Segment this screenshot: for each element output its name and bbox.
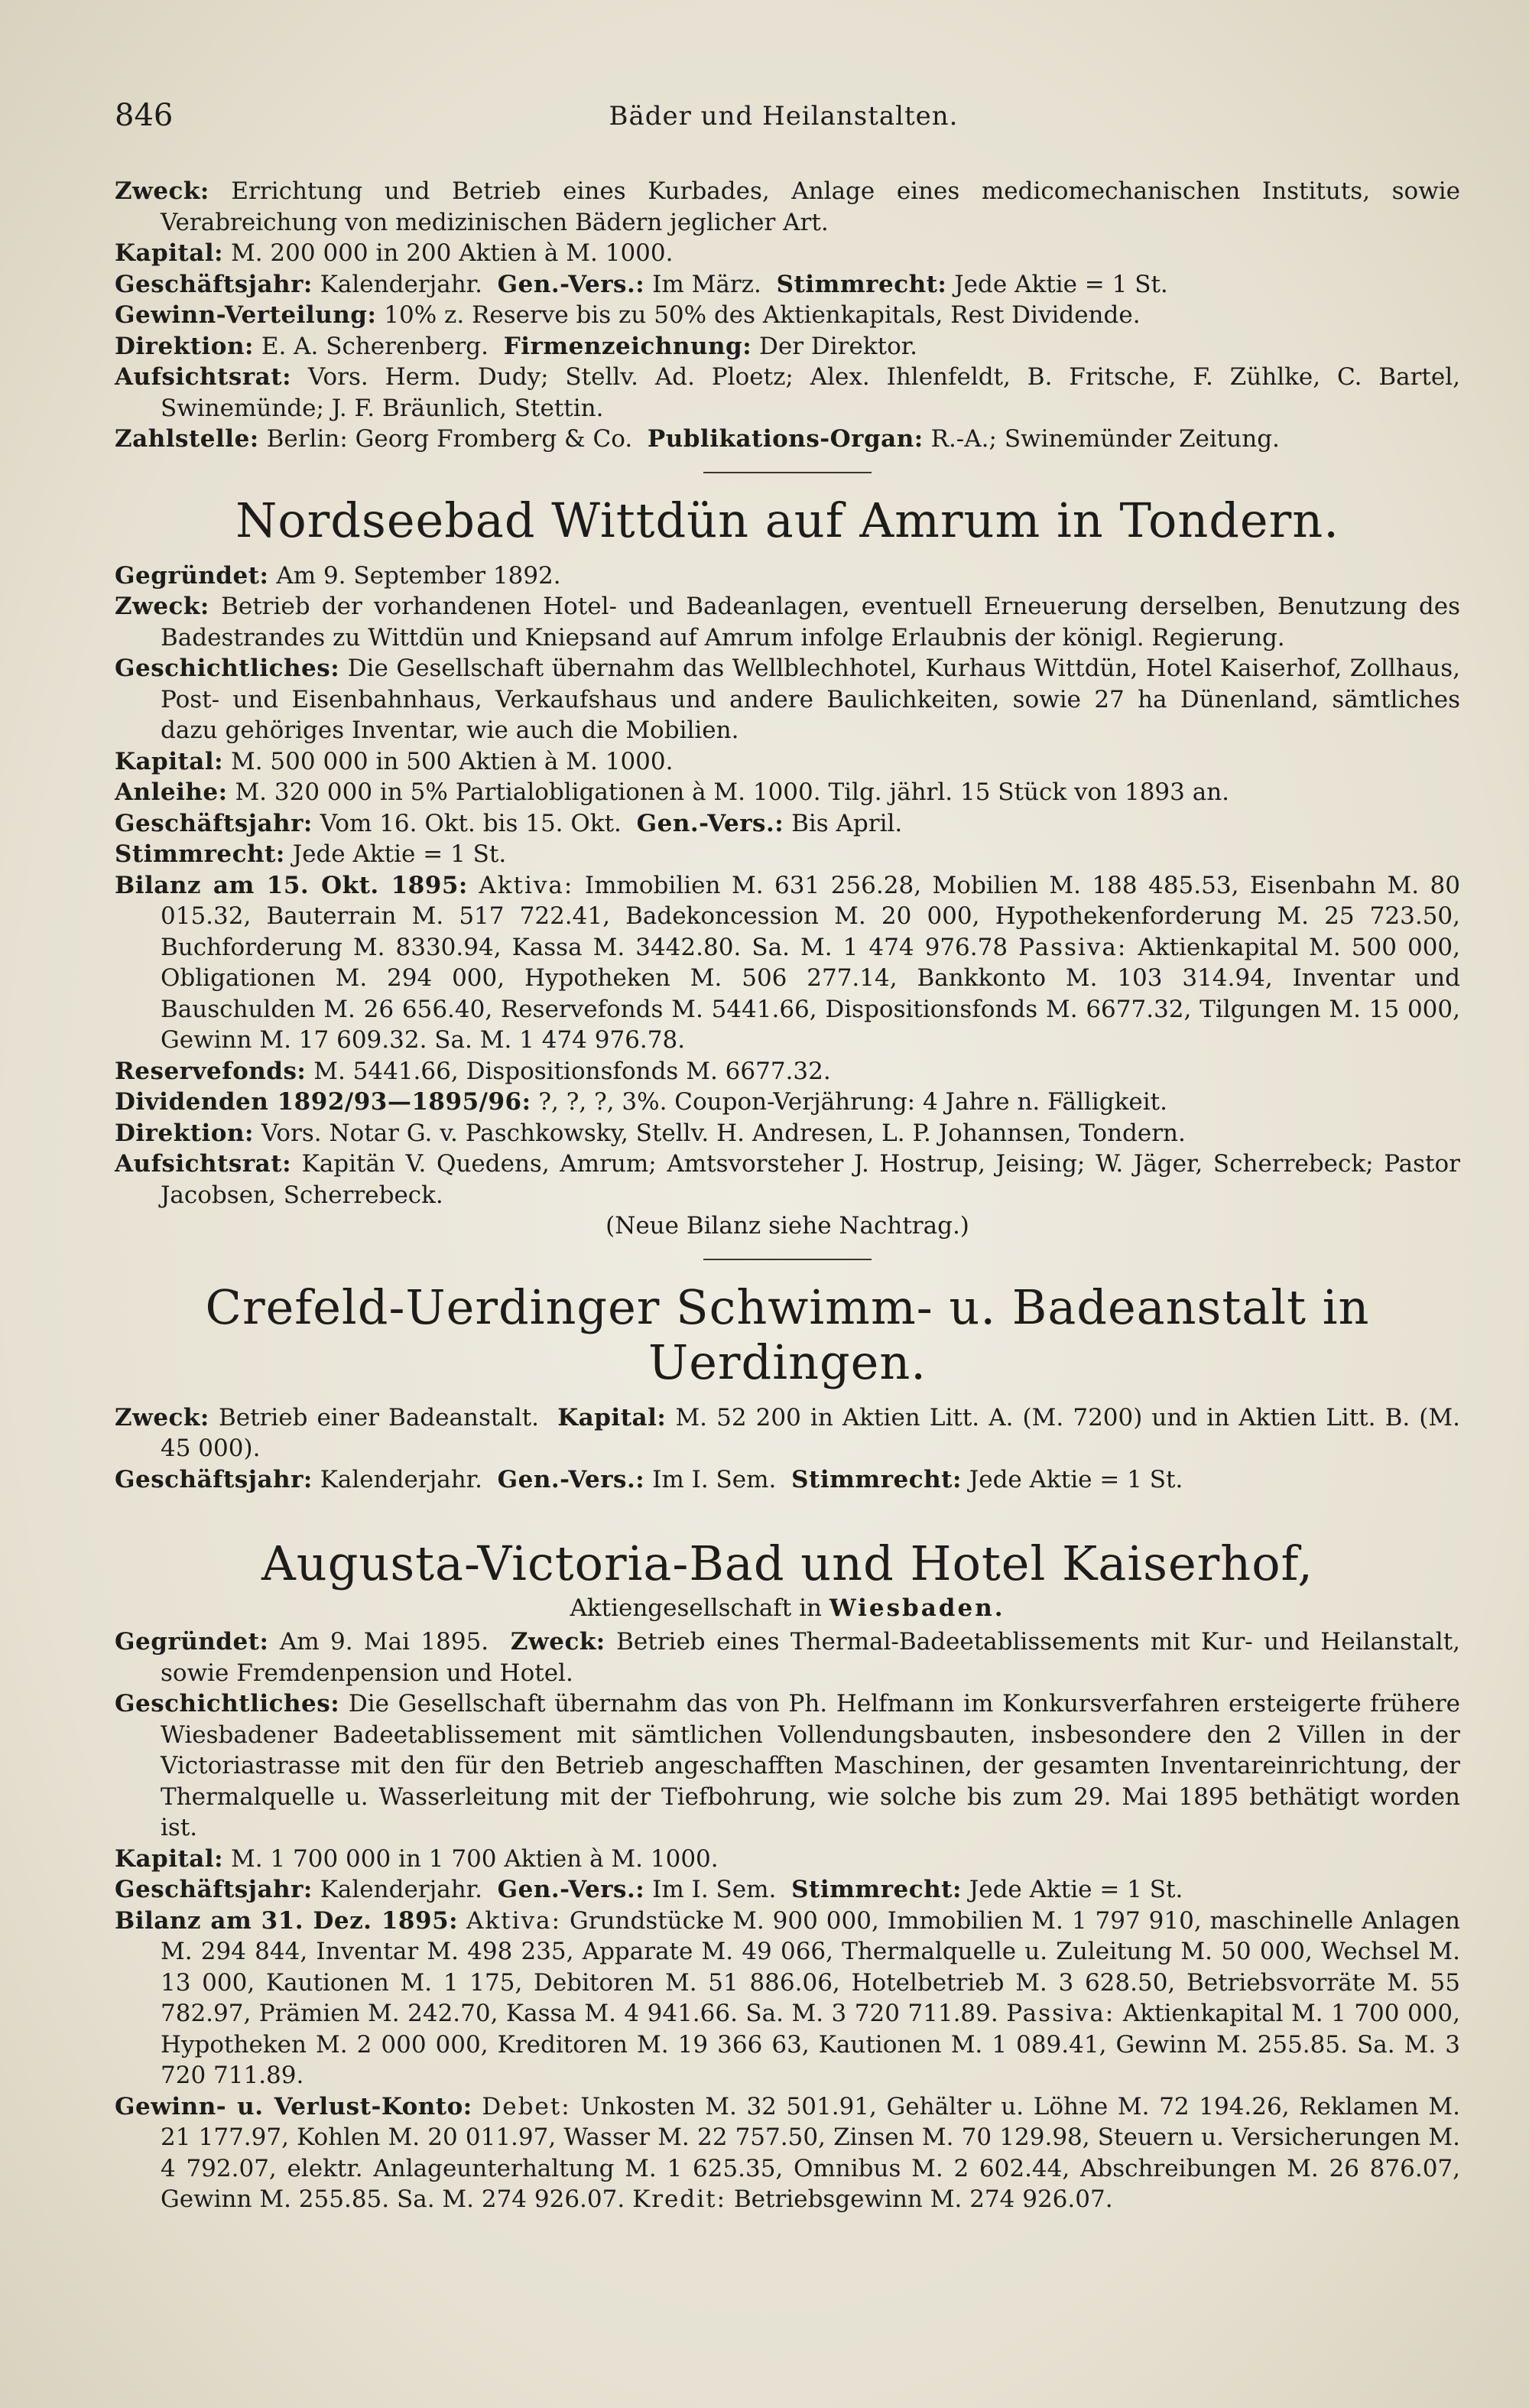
value: R.-A.; Swinemünder Zeitung. [930, 425, 1280, 453]
field-stimmrecht [115, 839, 1460, 870]
label: Zweck: [510, 1628, 605, 1656]
value: M. 5441.66, Dispositionsfonds M. 6677.32. [313, 1057, 831, 1085]
label: Kapital: [115, 747, 224, 775]
field-geschichtliches [115, 653, 1460, 746]
label: Publikations-Organ: [647, 425, 924, 453]
value: Berlin: Georg Fromberg & Co. [266, 425, 633, 453]
entry-kurbad-continuation [115, 176, 1460, 455]
label: Direktion: [115, 332, 254, 360]
label: Geschichtliches: [115, 655, 340, 682]
value: Jede Aktie = 1 St. [954, 270, 1168, 298]
value: M. 52 200 in Aktien Litt. A. (M. 7200) und in Aktien Litt. B. (M. 45 000). [161, 1403, 1461, 1462]
value: Kalenderjahr. [320, 270, 482, 298]
field-dividenden [115, 1087, 1460, 1118]
label: Geschäftsjahr: [115, 1465, 313, 1493]
label: Geschäftsjahr: [115, 809, 313, 837]
field-zahlstelle [115, 424, 1460, 455]
sublabel: Passiva: [1006, 2000, 1115, 2027]
label: Bilanz am 15. Okt. 1895: [115, 871, 468, 899]
sublabel: Aktiva: [466, 1906, 562, 1935]
value: Am 9. September 1892. [276, 561, 561, 590]
label: Gen.-Vers.: [497, 270, 645, 298]
value: Unkosten M. 32 501.91, Gehälter u. Löhne M. 72 194.26, Reklamen M. 21 177.97, Kohlen M. 20 011.97, Wasser M. 22 757.50, Zinsen M. 70 129.98, Steuern u. Versicherungen M. 4 792.07, elektr. Anlageunterhaltung M. 1 625.35, Omnibus M. 2 602.44, Abschreibungen M. 26 876.07, Gewinn M. 255.85. Sa. M. 274 926.07. [161, 2092, 1461, 2213]
value: Jede Aktie = 1 St. [969, 1465, 1183, 1493]
value: E. A. Scherenberg. [261, 332, 489, 360]
section-divider [703, 472, 872, 473]
field-geschichtliches [115, 1688, 1460, 1844]
field-direktion [115, 331, 1460, 362]
value: ?, ?, ?, 3%. Coupon-Verjährung: 4 Jahre n. Fälligkeit. [538, 1088, 1167, 1116]
label: Gewinn-Verteilung: [115, 301, 377, 329]
label: Zweck: [115, 177, 209, 205]
field-bilanz [115, 870, 1460, 1056]
value: Vors. Herm. Dudy; Stellv. Ad. Ploetz; Alex. Ihlenfeldt, B. Fritsche, F. Zühlke, C. Bartel, Swinemünde; J. F. Bräunlich, Stettin. [161, 363, 1460, 422]
value: Bis April. [791, 809, 903, 837]
value: Die Gesellschaft übernahm das Wellblechhotel, Kurhaus Wittdün, Hotel Kaiserhof, Zollhaus, Post- und Eisenbahnhaus, Verkaufshaus und andere Baulichkeiten, sowie 27 ha Dünenland, sämtliches dazu gehöriges Inventar, wie auch die Mobilien. [161, 655, 1461, 744]
value: Kapitän V. Quedens, Amrum; Amtsvorsteher J. Hostrup, Jeising; W. Jäger, Scherrebeck; Pastor Jacobsen, Scherrebeck. [161, 1150, 1460, 1209]
label: Gegründet: [115, 1628, 269, 1656]
label: Aufsichtsrat: [115, 1150, 292, 1178]
entry-subtitle [115, 1593, 1460, 1623]
sublabel: Passiva: [1018, 933, 1128, 961]
value: Am 9. Mai 1895. [279, 1628, 489, 1656]
value: M. 500 000 in 500 Aktien à M. 1000. [230, 747, 674, 775]
field-reservefonds [115, 1056, 1460, 1087]
field-geschaeftsjahr [115, 1464, 1460, 1496]
field-gegruendet-zweck [115, 1626, 1460, 1688]
value: Aktienkapital M. 500 000, Obligationen M. 294 000, Hypotheken M. 506 277.14, Bankkonto M. 103 314.94, Inventar und Bauschulden M. 26 656.40, Reservefonds M. 5441.66, Dispositionsfonds M. 6677.32, Tilgungen M. 15 000, Gewinn M. 17 609.32. Sa. M. 1 474 976.78. [161, 933, 1461, 1054]
value: M. 1 700 000 in 1 700 Aktien à M. 1000. [230, 1844, 719, 1873]
value: Jede Aktie = 1 St. [292, 840, 507, 868]
label: Kapital: [557, 1403, 667, 1431]
field-bilanz [115, 1906, 1460, 2091]
field-gegruendet [115, 561, 1460, 592]
value: Aktienkapital M. 1 700 000, Hypotheken M. 2 000 000, Kreditoren M. 19 366 63, Kautionen M. 1 089.41, Gewinn M. 255.85. Sa. M. 3 720 711.89. [161, 2000, 1460, 2089]
spacer [115, 1495, 1460, 1518]
sublabel: Debet: [482, 2092, 571, 2120]
field-geschaeftsjahr [115, 269, 1460, 301]
note-nachtrag: (Neue Bilanz siehe Nachtrag.) [605, 1212, 969, 1240]
value: 10% z. Reserve bis zu 50% des Aktienkapitals, Rest Dividende. [384, 301, 1141, 329]
field-anleihe [115, 777, 1460, 808]
field-aufsichtsrat [115, 1149, 1460, 1210]
label: Stimmrecht: [791, 1465, 962, 1493]
value: Grundstücke M. 900 000, Immobilien M. 1 797 910, maschinelle Anlagen M. 294 844, Inventar M. 498 235, Apparate M. 49 066, Thermalquelle u. Zuleitung M. 50 000, Wechsel M. 13 000, Kautionen M. 1 175, Debitoren M. 51 886.06, Hotelbetrieb M. 3 628.50, Betriebsvorräte M. 55 782.97, Prämien M. 242.70, Kassa M. 4 941.66. Sa. M. 3 720 711.89. [161, 1906, 1460, 2027]
value: Kalenderjahr. [320, 1876, 482, 1903]
label: Stimmrecht: [115, 840, 285, 868]
label: Kapital: [115, 239, 224, 267]
value: Betrieb der vorhandenen Hotel- und Badeanlagen, eventuell Erneuerung derselben, Benutzung des Badestrandes zu Wittdün und Kniepsand auf Amrum infolge Erlaubnis der königl. Regierung. [161, 593, 1460, 652]
label: Geschäftsjahr: [115, 270, 313, 298]
label: Gen.-Vers.: [497, 1465, 645, 1493]
label: Zweck: [115, 593, 209, 620]
value: M. 200 000 in 200 Aktien à M. 1000. [230, 239, 674, 267]
label: Zahlstelle: [115, 425, 259, 453]
field-geschaeftsjahr [115, 808, 1460, 840]
value: Im I. Sem. [652, 1876, 777, 1903]
entry-wittduen [115, 493, 1460, 1242]
label: Geschichtliches: [115, 1690, 340, 1717]
value: Jede Aktie = 1 St. [969, 1876, 1183, 1903]
page-header [115, 98, 1453, 144]
label: Reservefonds: [115, 1057, 307, 1085]
label: Firmenzeichnung: [503, 332, 752, 360]
label: Geschäftsjahr: [115, 1876, 313, 1903]
value: Kalenderjahr. [320, 1465, 482, 1493]
entry-uerdingen [115, 1280, 1460, 1496]
subtitle-text: Aktiengesellschaft in [570, 1594, 822, 1622]
field-kapital [115, 746, 1460, 778]
field-zweck [115, 176, 1460, 238]
field-aufsichtsrat [115, 362, 1460, 424]
value: M. 320 000 in 5% Partialobligationen à M. 1000. Tilg. jährl. 15 Stück von 1893 an. [235, 778, 1230, 806]
sublabel: Kredit: [632, 2185, 727, 2213]
subtitle-city: Wiesbaden. [829, 1594, 1005, 1622]
value: Immobilien M. 631 256.28, Mobilien M. 188 485.53, Eisenbahn M. 80 015.32, Bauterrain M. 517 722.41, Badekoncession M. 20 000, Hypothekenforderung M. 25 723.50, Buchforderung M. 8330.94, Kassa M. 3442.80. Sa. M. 1 474 976.78 [161, 871, 1460, 961]
field-direktion [115, 1118, 1460, 1149]
value: Errichtung und Betrieb eines Kurbades, Anlage eines medicomechanischen Instituts, sowie Verabreichung von medizinischen Bädern jeglicher Art. [161, 177, 1461, 236]
page-number: 846 [115, 98, 174, 133]
field-gewinn-verlust [115, 2091, 1460, 2215]
label: Stimmrecht: [776, 270, 947, 298]
value: Der Direktor. [759, 332, 917, 360]
field-zweck-kapital [115, 1402, 1460, 1464]
label: Direktion: [115, 1119, 254, 1147]
label: Zweck: [115, 1403, 209, 1431]
field-zweck [115, 591, 1460, 653]
label: Kapital: [115, 1844, 224, 1873]
label: Gegründet: [115, 561, 269, 590]
label: Anleihe: [115, 778, 228, 806]
running-title: Bäder und Heilanstalten. [609, 101, 959, 132]
field-geschaeftsjahr [115, 1874, 1460, 1906]
value: Im März. [652, 270, 761, 298]
label: Stimmrecht: [791, 1876, 962, 1903]
sublabel: Aktiva: [479, 871, 574, 899]
text-column [115, 176, 1460, 2215]
value: Vom 16. Okt. bis 15. Okt. [320, 809, 622, 837]
entry-title: Crefeld-Uerdinger Schwimm- u. Badeanstalt in Uerdingen. [205, 1279, 1370, 1390]
entry-augusta-victoria [115, 1536, 1460, 2215]
value: Betriebsgewinn M. 274 926.07. [733, 2185, 1113, 2213]
label: Gewinn- u. Verlust-Konto: [115, 2092, 472, 2120]
value: Betrieb einer Badeanstalt. [218, 1403, 540, 1431]
field-gewinn-verteilung [115, 300, 1460, 331]
field-kapital [115, 238, 1460, 269]
section-divider [703, 1259, 872, 1260]
label: Gen.-Vers.: [497, 1876, 645, 1903]
label: Bilanz am 31. Dez. 1895: [115, 1906, 459, 1935]
value: Im I. Sem. [652, 1465, 777, 1493]
label: Dividenden 1892/93—1895/96: [115, 1088, 531, 1116]
value: Vors. Notar G. v. Paschkowsky, Stellv. H. Andresen, L. P. Johannsen, Tondern. [261, 1119, 1186, 1147]
entry-title: Nordseebad Wittdün auf Amrum in Tondern. [235, 492, 1339, 548]
field-kapital [115, 1844, 1460, 1875]
label: Gen.-Vers.: [636, 809, 784, 837]
value: Die Gesellschaft übernahm das von Ph. Helfmann im Konkursverfahren ersteigerte frühere Wiesbadener Badeetablissement mit sämtlichen Vollendungsbauten, insbesondere den 2 Villen in der Victoriastrasse mit den für den Betrieb angeschafften Maschinen, der gesamten Inventareinrichtung, der Thermalquelle u. Wasserleitung mit der Tiefbohrung, wie solche bis zum 29. Mai 1895 bethätigt worden ist. [161, 1690, 1461, 1841]
label: Aufsichtsrat: [115, 363, 292, 391]
value: Betrieb eines Thermal-Badeetablissements mit Kur- und Heilanstalt, sowie Fremdenpension und Hotel. [161, 1628, 1461, 1687]
entry-title: Augusta-Victoria-Bad und Hotel Kaiserhof, [261, 1535, 1313, 1591]
